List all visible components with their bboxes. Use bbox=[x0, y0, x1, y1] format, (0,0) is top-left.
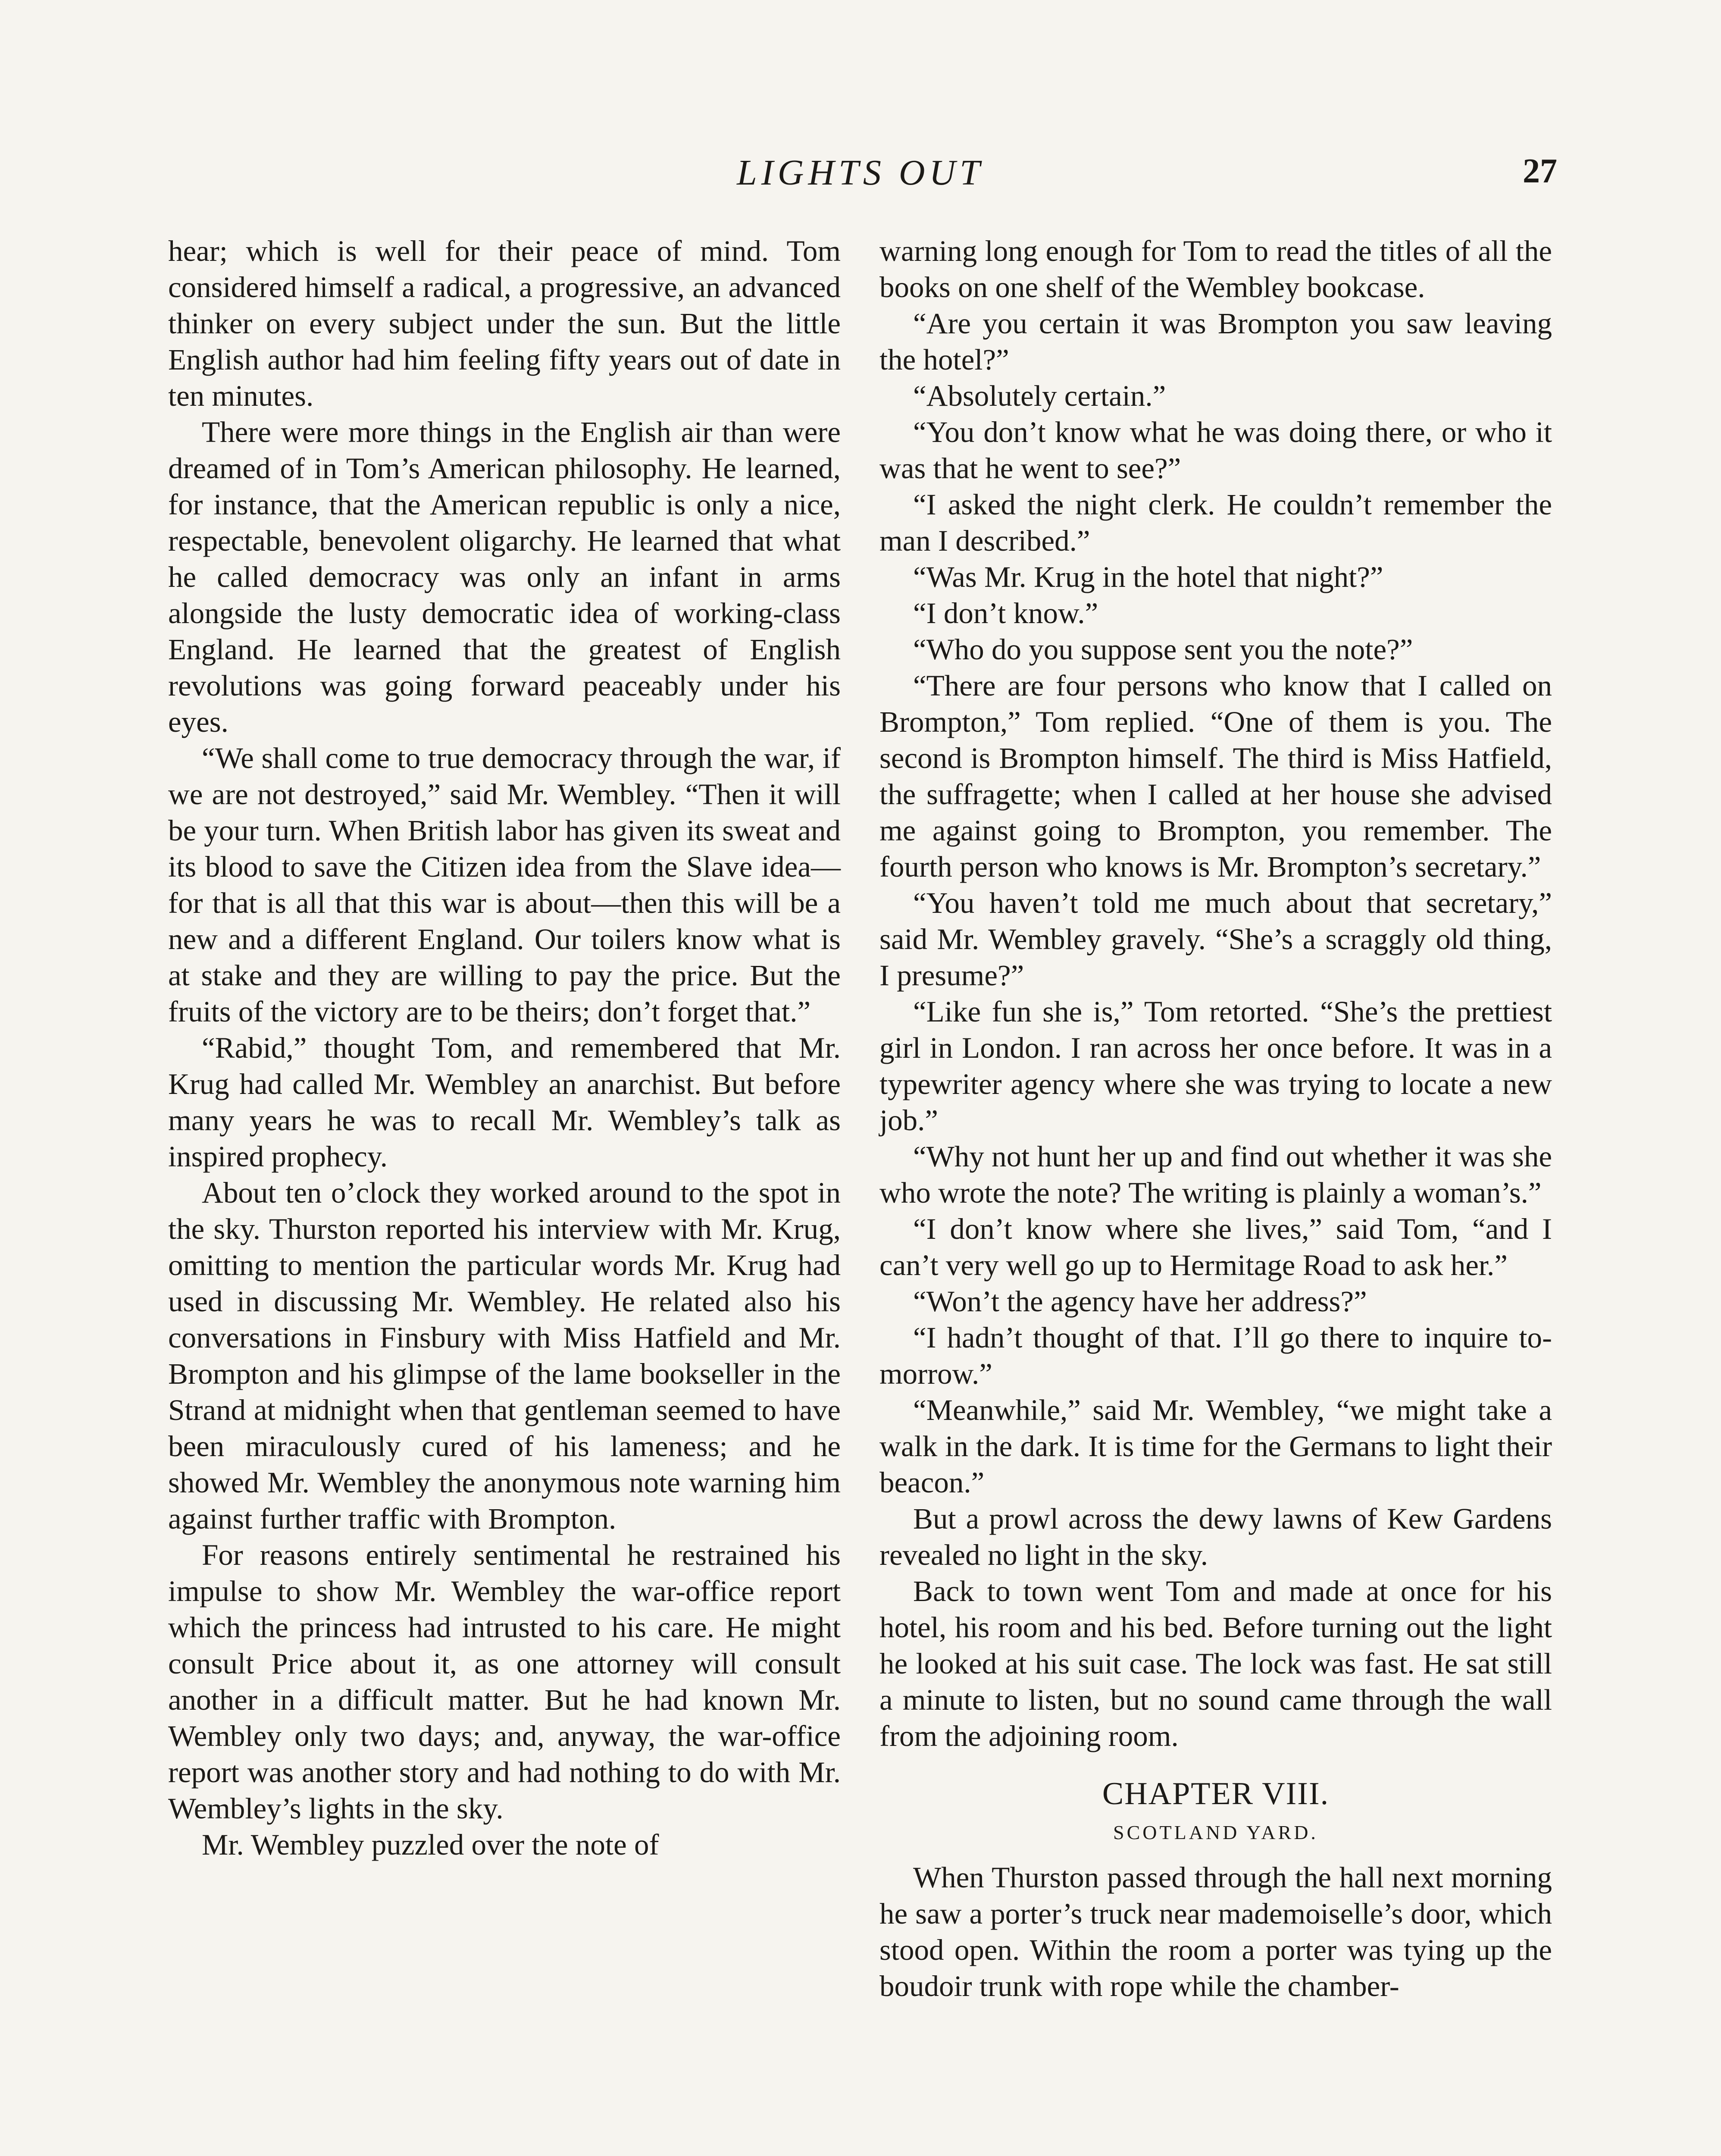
paragraph: Mr. Wembley puzzled over the note of bbox=[202, 1828, 659, 1861]
paragraph: “Meanwhile,” said Mr. Wembley, “we might take a walk in the dark. It is time for the Germans to light their beacon.” bbox=[879, 1394, 1552, 1499]
paragraph: “Are you certain it was Brompton you saw leaving the hotel?” bbox=[879, 307, 1552, 376]
chapter-heading: CHAPTER VIII. bbox=[1102, 1776, 1330, 1811]
paragraph: “Like fun she is,” Tom retorted. “She’s the prettiest girl in London. I ran across her once before. It was in a typewriter agency where she was trying to locate a new job.” bbox=[879, 995, 1552, 1137]
right-column-after-chapter bbox=[879, 1859, 1552, 2004]
paragraph: warning long enough for Tom to read the titles of all the books on one shelf of the Wembley bookcase. bbox=[879, 235, 1552, 304]
paragraph: “I don’t know where she lives,” said Tom, “and I can’t very well go up to Hermitage Road to ask her.” bbox=[879, 1213, 1552, 1282]
paragraph: “Won’t the agency have her address?” bbox=[913, 1285, 1367, 1318]
paragraph: “We shall come to true democracy through the war, if we are not destroyed,” said Mr. Wembley. “Then it will be your turn. When British labor has given its sweat and its blood to save the Citizen idea from the Slave idea—for that is all that this war is about—then this will be a new and a different England. Our toilers know what is at stake and they are willing to pay the price. But the fruits of the victory are to be theirs; don’t forget that.” bbox=[168, 742, 841, 1028]
paragraph: “Why not hunt her up and find out whether it was she who wrote the note? The writing is plainly a woman’s.” bbox=[879, 1140, 1552, 1209]
page-number: 27 bbox=[1523, 152, 1557, 190]
paragraph: About ten o’clock they worked around to the spot in the sky. Thurston reported his interview with Mr. Krug, omitting to mention the particular words Mr. Krug had used in discussing Mr. Wembley. He related also his conversations in Finsbury with Miss Hatfield and Mr. Brompton and his glimpse of the lame bookseller in the Strand at midnight when that gentleman seemed to have been miraculously cured of his lameness; and he showed Mr. Wembley the anonymous note warning him against further traffic with Brompton. bbox=[168, 1176, 841, 1535]
left-column bbox=[168, 233, 841, 1863]
right-column bbox=[879, 233, 1552, 2004]
right-column-before-chapter bbox=[879, 233, 1552, 1754]
paragraph: “You haven’t told me much about that secretary,” said Mr. Wembley gravely. “She’s a scraggly old thing, I presume?” bbox=[879, 887, 1552, 992]
paragraph: “You don’t know what he was doing there, or who it was that he went to see?” bbox=[879, 416, 1552, 485]
paragraph: “Rabid,” thought Tom, and remembered that Mr. Krug had called Mr. Wembley an anarchist. But before many years he was to recall Mr. Wembley’s talk as inspired prophecy. bbox=[168, 1031, 841, 1173]
paragraph: For reasons entirely sentimental he restrained his impulse to show Mr. Wembley the war-office report which the princess had intrusted to his care. He might consult Price about it, as one attorney will consult another in a difficult matter. But he had known Mr. Wembley only two days; and, anyway, the war-office report was another story and had nothing to do with Mr. Wembley’s lights in the sky. bbox=[168, 1539, 841, 1825]
paragraph: “Absolutely certain.” bbox=[913, 379, 1166, 412]
paragraph: “I asked the night clerk. He couldn’t remember the man I described.” bbox=[879, 488, 1552, 557]
paragraph: “I hadn’t thought of that. I’ll go there to inquire to-morrow.” bbox=[879, 1321, 1552, 1390]
chapter-subtitle: SCOTLAND YARD. bbox=[1113, 1821, 1318, 1843]
paragraph: “Was Mr. Krug in the hotel that night?” bbox=[913, 561, 1383, 593]
running-title: LIGHTS OUT bbox=[737, 153, 984, 193]
paragraph: But a prowl across the dewy lawns of Kew Gardens revealed no light in the sky. bbox=[879, 1502, 1552, 1571]
paragraph: Back to town went Tom and made at once for his hotel, his room and his bed. Before turning out the light he looked at his suit case. The lock was fast. He sat still a minute to listen, but no sound came through the wall from the adjoining room. bbox=[879, 1575, 1552, 1752]
paragraph: hear; which is well for their peace of mind. Tom considered himself a radical, a progressive, an advanced thinker on every subject under the sun. But the little English author had him feeling fifty years out of date in ten minutes. bbox=[168, 235, 841, 412]
paragraph: “I don’t know.” bbox=[913, 597, 1098, 630]
running-head bbox=[0, 152, 1721, 204]
paragraph: There were more things in the English air than were dreamed of in Tom’s American philosophy. He learned, for instance, that the American republic is only a nice, respectable, benevolent oligarchy. He learned that what he called democracy was only an infant in arms alongside the lusty democratic idea of working-class England. He learned that the greatest of English revolutions was going forward peaceably under his eyes. bbox=[168, 416, 841, 738]
paragraph: “Who do you suppose sent you the note?” bbox=[913, 633, 1413, 666]
paragraph: When Thurston passed through the hall next morning he saw a porter’s truck near mademoiselle’s door, which stood open. Within the room a porter was tying up the boudoir trunk with rope while the chamber- bbox=[879, 1861, 1552, 2002]
paragraph: “There are four persons who know that I called on Brompton,” Tom replied. “One of them is you. The second is Brompton himself. The third is Miss Hatfield, the suffragette; when I called at her house she advised me against going to Brompton, you remember. The fourth person who knows is Mr. Brompton’s secretary.” bbox=[879, 669, 1552, 883]
